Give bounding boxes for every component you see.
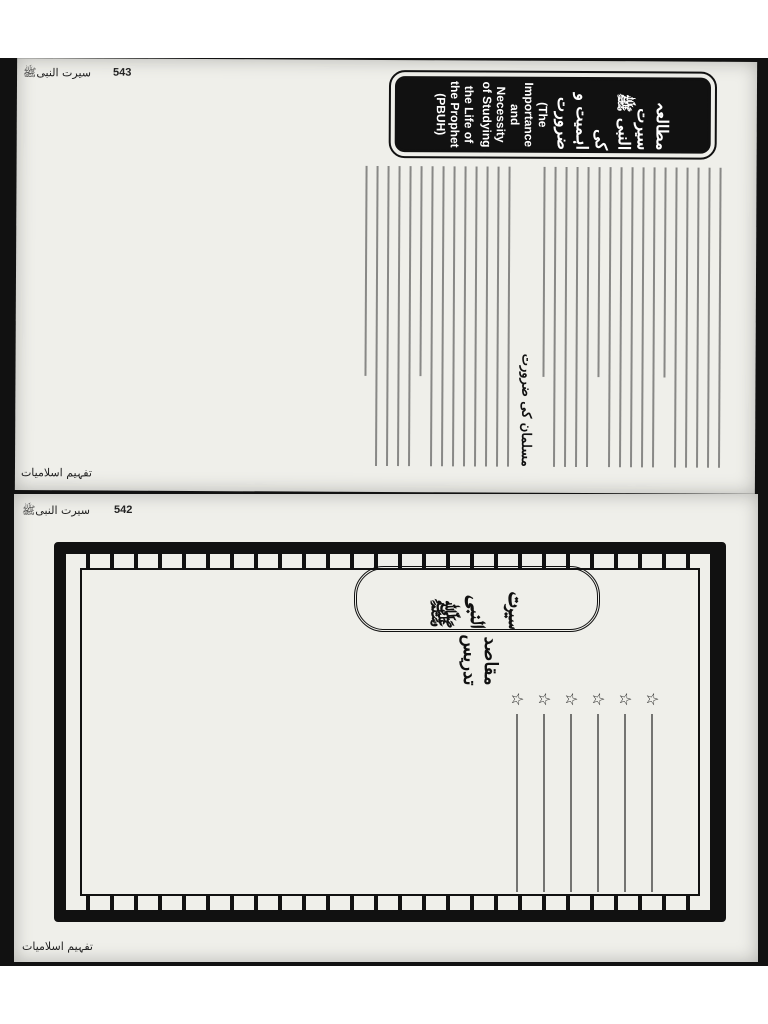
star-icon: ☆	[643, 692, 662, 707]
header-left: تفہیم اسلامیات	[20, 466, 92, 480]
star-icon: ☆	[616, 692, 635, 707]
chapter-title-urdu: مطالعہ سیرت النبی ﷺ کی اہمیت و ضرورت	[553, 92, 672, 151]
page-542	[14, 494, 758, 962]
star-icon: ☆	[508, 692, 527, 707]
page-number-542: 542	[114, 504, 133, 516]
list-item	[562, 692, 581, 892]
list-item	[643, 692, 662, 892]
chapter-title-english-1: (The Importance and Necessity of Studying	[479, 81, 550, 148]
page-542-content	[70, 562, 710, 902]
body-text	[39, 164, 731, 468]
list-item	[508, 692, 527, 892]
ornamental-frame	[54, 542, 726, 922]
page-543-content	[21, 64, 751, 488]
objectives-list	[110, 692, 670, 892]
star-icon: ☆	[589, 692, 608, 707]
star-icon: ☆	[562, 692, 581, 707]
list-item	[616, 692, 635, 892]
page-543	[15, 58, 757, 494]
header-right-542: سیرت النبیﷺ	[22, 504, 90, 517]
subtitle-block	[330, 634, 630, 686]
list-item	[589, 692, 608, 892]
section-subheading: مسلمان کی ضرورت	[518, 353, 534, 467]
list-item	[535, 692, 554, 892]
chapter-title-english-2: the Life of the Prophet (PBUH)	[433, 80, 476, 148]
part-title: سیرت النبی ﷺ	[426, 592, 532, 629]
star-icon: ☆	[535, 692, 554, 707]
title-banner	[395, 76, 711, 154]
title-cartouche	[354, 566, 600, 632]
teaching-objectives-title: مقاصد تدریس	[459, 634, 501, 686]
header-right: سیرت النبیﷺ	[23, 66, 92, 80]
page-number-543: 543	[113, 66, 132, 79]
header-left-542: تفہیم اسلامیات	[22, 940, 93, 953]
